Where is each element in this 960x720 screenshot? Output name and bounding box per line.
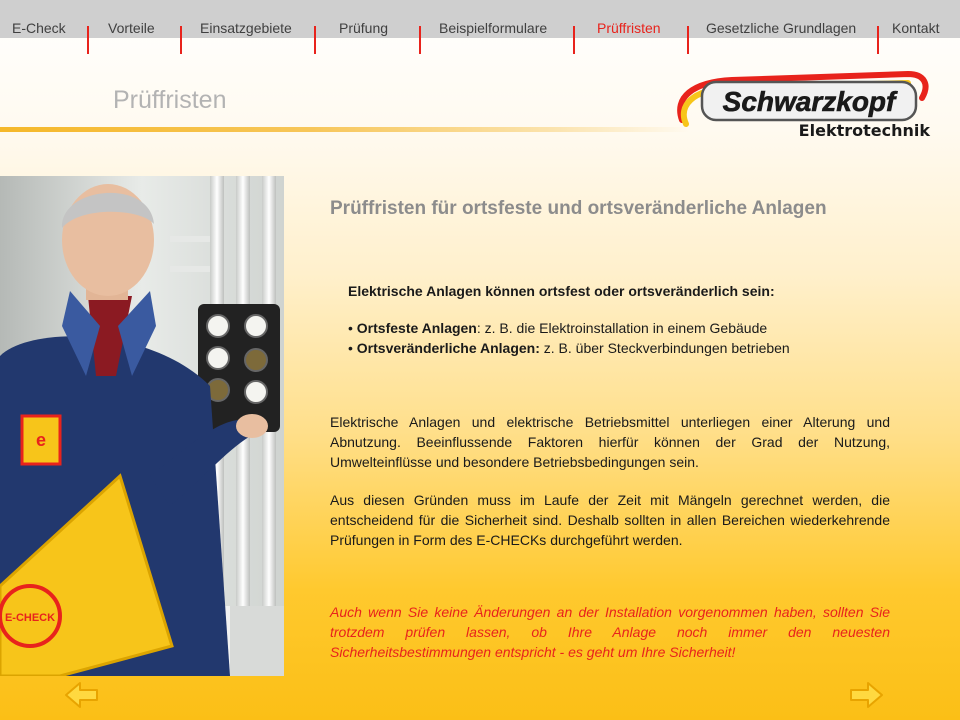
page-title: Prüffristen [113,86,227,114]
bullet-text: z. B. über Steckverbindungen betrieben [539,340,790,356]
arrow-left-icon[interactable] [64,680,100,710]
nav-item-e-check[interactable]: E-Check [12,20,66,36]
nav-separator [573,26,575,54]
nav-item-vorteile[interactable]: Vorteile [108,20,155,36]
paragraph-aging: Elektrische Anlagen und elektrische Betriebsmittel unterliegen einer Alterung und Abnutzung. Beeinflussende Faktoren hierfür können der Grad der Nutzung, Umwelteinflüsse und besondere Betriebsbedingungen sein. [330,414,890,470]
nav-item-kontakt[interactable]: Kontakt [892,20,940,36]
bullet-term: Ortsveränderliche Anlagen: [356,340,540,356]
nav-item-einsatzgebiete[interactable]: Einsatzgebiete [200,20,292,36]
paragraph-recurring-checks: Aus diesen Gründen muss im Laufe der Zeit mit Mängeln gerechnet werden, die entscheidend für die Sicherheit sind. Deshalb sollten in allen Bereichen wiederkehrende Prüfungen in Form des E-CHECKs durchgeführt werden. [330,492,890,548]
title-underline [0,127,690,132]
nav-separator [877,26,879,54]
arrow-right-icon[interactable] [848,680,884,710]
electrician-photo [0,176,284,676]
nav-item-pruefung[interactable]: Prüfung [339,20,389,36]
nav-item-beispielformulare[interactable]: Beispielformulare [439,20,548,36]
svg-text:e: e [35,430,47,450]
bullet-term: Ortsfeste Anlagen [356,320,477,336]
bullet-text: : z. B. die Elektroinstallation in einem Gebäude [476,320,768,336]
intro-line: Elektrische Anlagen können ortsfest oder ortsveränderlich sein: [348,283,775,299]
logo-sub-text: Elektrotechnik [798,121,930,140]
nav-separator [314,26,316,54]
logo-brand-text: Schwarzkopf [722,86,896,117]
e-check-badge-text: E-CHECK [4,612,56,624]
nav-separator [180,26,182,54]
bullet-item: • Ortsfeste Anlagen: z. B. die Elektroinstallation in einem Gebäude [348,320,768,336]
nav-separator [87,26,89,54]
nav-item-prueffristen[interactable]: Prüffristen [597,20,661,36]
paragraph-safety-note: Auch wenn Sie keine Änderungen an der Installation vorgenommen haben, sollten Sie trotzdem prüfen lassen, ob Ihre Anlage noch immer den neuesten Sicherheitsbestimmungen entspricht - es geht um Ihre Sicherheit! [330,604,890,660]
section-heading: Prüffristen für ortsfeste und ortsveränderliche Anlagen [330,198,827,219]
bullet-item: • Ortsveränderliche Anlagen: z. B. über Steckverbindungen betrieben [348,340,790,356]
company-logo [672,68,934,142]
nav-separator [419,26,421,54]
nav-separator [687,26,689,54]
nav-item-gesetzliche-grundlagen[interactable]: Gesetzliche Grundlagen [706,20,857,36]
top-navigation [0,0,960,38]
